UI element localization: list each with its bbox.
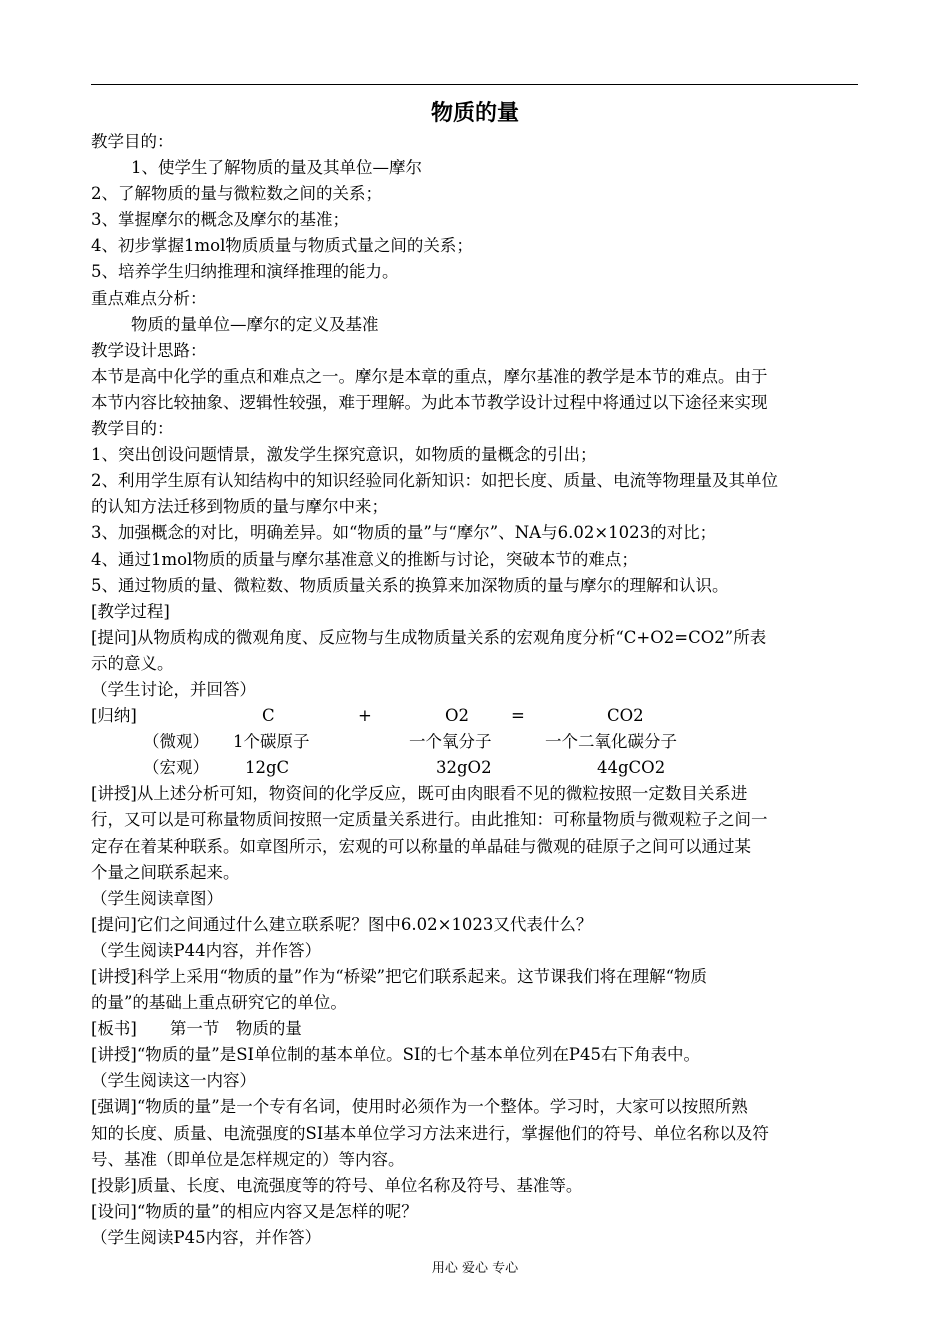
equation-term: CO2 <box>607 706 644 726</box>
paragraph-line: [讲授]从上述分析可知，物资间的化学反应，既可由肉眼看不见的微粒按照一定数目关系进 <box>91 784 748 804</box>
paragraph-line: 4、初步掌握1mol物质质量与物质式量之间的关系； <box>91 236 473 256</box>
equation-operator: + <box>358 706 372 726</box>
paragraph-line: 5、培养学生归纳推理和演绎推理的能力。 <box>91 262 399 282</box>
paragraph-line: 定存在着某种联系。如章图所示，宏观的可以称量的单晶硅与微观的硅原子之间可以通过某 <box>91 836 751 856</box>
paragraph-line: （学生阅读P44内容，并作答） <box>91 940 322 960</box>
equation-operator: = <box>511 706 525 726</box>
paragraph-line: 个量之间联系起来。 <box>91 862 240 882</box>
paragraph-line: 的量”的基础上重点研究它的单位。 <box>91 993 347 1013</box>
paragraph-line: 的认知方法迁移到物质的量与摩尔中来； <box>91 497 388 517</box>
paragraph-line: [讲授]“物质的量”是SI单位制的基本单位。SI的七个基本单位列在P45右下角表中。 <box>91 1045 700 1065</box>
section-heading: 教学设计思路： <box>91 340 207 360</box>
paragraph-line: 示的意义。 <box>91 653 174 673</box>
paragraph-line: 3、加强概念的对比，明确差异。如“物质的量”与“摩尔”、NA与6.02×1023的对比； <box>91 523 717 543</box>
equation-term: 44gCO2 <box>597 758 666 778</box>
paragraph-line: 3、掌握摩尔的概念及摩尔的基准； <box>91 210 349 230</box>
equation-term: 一个氧分子 <box>409 732 492 752</box>
equation-row <box>91 703 860 729</box>
equation-label: （宏观） <box>143 758 209 778</box>
paragraph-line: 1、使学生了解物质的量及其单位—摩尔 <box>131 158 422 178</box>
paragraph-line: 2、了解物质的量与微粒数之间的关系； <box>91 184 382 204</box>
equation-term: O2 <box>445 706 470 726</box>
page-footer: 用心 爱心 专心 <box>431 1261 519 1276</box>
paragraph-line: 教学目的： <box>91 419 174 439</box>
paragraph-line: [提问]它们之间通过什么建立联系呢？图中6.02×1023又代表什么？ <box>91 914 593 934</box>
paragraph-line: [设问]“物质的量”的相应内容又是怎样的呢？ <box>91 1201 418 1221</box>
paragraph-line: 行，又可以是可称量物质间按照一定质量关系进行。由此推知：可称量物质与微观粒子之间一 <box>91 810 768 830</box>
paragraph-line: 物质的量单位—摩尔的定义及基准 <box>131 314 379 334</box>
paragraph-line: 教学目的： <box>91 132 174 151</box>
paragraph-line: 本节内容比较抽象、逻辑性较强，难于理解。为此本节教学设计过程中将通过以下途径来实现 <box>91 392 768 412</box>
equation-label: （微观） <box>143 732 209 752</box>
paragraph-line: 2、利用学生原有认知结构中的知识经验同化新知识：如把长度、质量、电流等物理量及其单位 <box>91 471 778 491</box>
equation-term: 一个二氧化碳分子 <box>545 732 677 752</box>
paragraph-line: 1、突出创设问题情景，激发学生探究意识，如物质的量概念的引出； <box>91 445 597 465</box>
paragraph-line: [板书] 第一节 物质的量 <box>91 1019 302 1039</box>
paragraph-line: [提问]从物质构成的微观角度、反应物与生成物质量关系的宏观角度分析“C+O2=CO2”所表 <box>91 627 767 647</box>
paragraph-line: （学生阅读这一内容） <box>91 1071 256 1091</box>
paragraph-line: [强调]“物质的量”是一个专有名词，使用时必须作为一个整体。学习时，大家可以按照所熟 <box>91 1097 748 1117</box>
equation-label: [归纳] <box>91 706 137 726</box>
header-rule <box>91 84 858 85</box>
paragraph-line: 本节是高中化学的重点和难点之一。摩尔是本章的重点，摩尔基准的教学是本节的难点。由于 <box>91 366 768 386</box>
section-heading: [教学过程] <box>91 601 170 621</box>
paragraph-line: 4、通过1mol物质的质量与摩尔基准意义的推断与讨论，突破本节的难点； <box>91 549 638 569</box>
equation-term: 32gO2 <box>436 758 492 778</box>
paragraph-line: [投影]质量、长度、电流强度等的符号、单位名称及符号、基准等。 <box>91 1175 583 1195</box>
section-heading: 重点难点分析： <box>91 288 207 308</box>
paragraph-line: 知的长度、质量、电流强度的SI基本单位学习方法来进行，掌握他们的符号、单位名称以及符 <box>91 1123 769 1143</box>
paragraph-line: [讲授]科学上采用“物质的量”作为“桥梁”把它们联系起来。这节课我们将在理解“物质 <box>91 967 708 986</box>
paragraph-line: （学生阅读P45内容，并作答） <box>91 1227 322 1247</box>
equation-row <box>91 729 860 755</box>
paragraph-line: 号、基准（即单位是怎样规定的）等内容。 <box>91 1149 405 1169</box>
equation-term: 12gC <box>245 758 290 778</box>
paragraph-line: 5、通过物质的量、微粒数、物质质量关系的换算来加深物质的量与摩尔的理解和认识。 <box>91 575 729 595</box>
equation-term: 1个碳原子 <box>233 732 310 752</box>
paragraph-line: （学生讨论，并回答） <box>91 679 256 699</box>
equation-row <box>91 755 860 781</box>
paragraph-line: （学生阅读章图） <box>91 888 223 908</box>
equation-term: C <box>262 706 275 726</box>
page-title: 物质的量 <box>430 101 519 126</box>
document-body <box>91 129 860 1251</box>
